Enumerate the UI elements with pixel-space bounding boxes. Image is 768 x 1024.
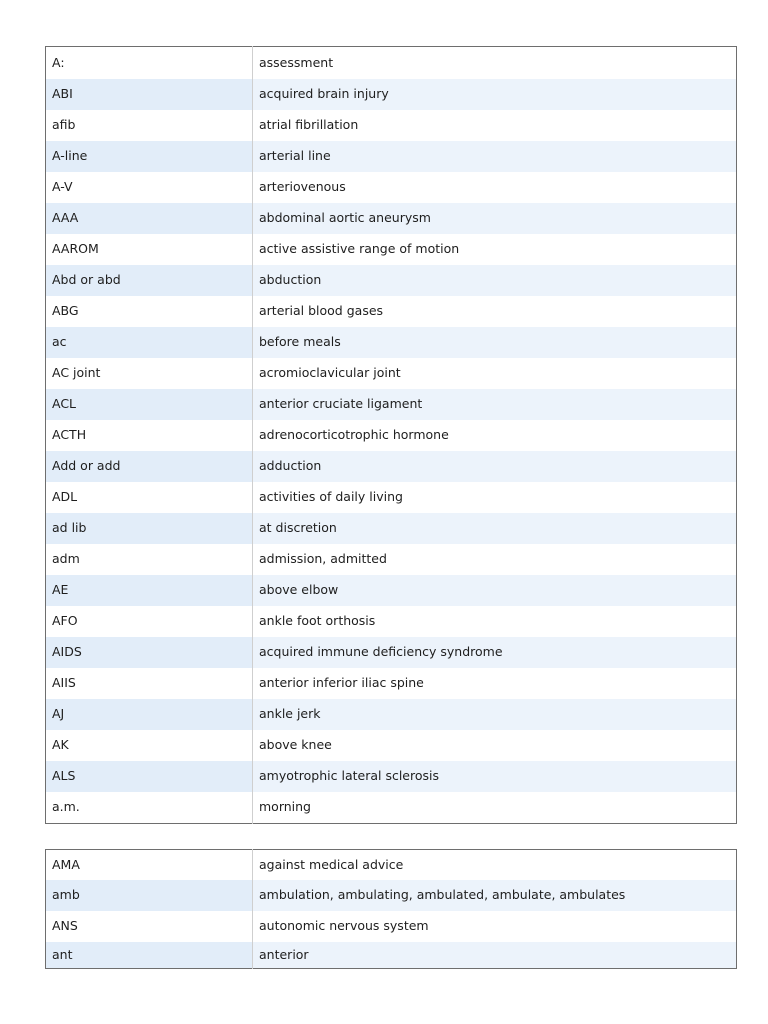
term-cell: ac	[46, 327, 253, 358]
table-row	[46, 110, 737, 141]
term-cell: ALS	[46, 761, 253, 792]
table-row	[46, 850, 737, 881]
definition-cell: above elbow	[253, 575, 737, 606]
table-row	[46, 79, 737, 110]
table-row	[46, 141, 737, 172]
definition-cell: active assistive range of motion	[259, 241, 460, 257]
term-cell: A-line	[46, 141, 253, 172]
table-row	[46, 792, 737, 824]
term-cell: ACTH	[46, 420, 253, 451]
definition-cell: arterial blood gases	[259, 303, 384, 319]
definition-cell: admission, admitted	[259, 551, 387, 567]
table-row	[46, 265, 737, 296]
term-cell: ADL	[46, 482, 253, 513]
definition-cell: against medical advice	[259, 856, 404, 872]
term-cell: AFO	[46, 606, 253, 637]
table-row	[46, 451, 737, 482]
table-row	[46, 637, 737, 668]
term-cell: ACL	[46, 389, 253, 420]
definition-cell: ankle jerk	[253, 699, 737, 730]
term-cell: ABG	[46, 296, 253, 327]
term-cell: AIIS	[46, 668, 253, 699]
definition-cell: above knee	[259, 737, 332, 753]
table-row	[46, 942, 737, 969]
table-row	[46, 575, 737, 606]
term-cell: ant	[46, 942, 253, 969]
term-cell: ad lib	[46, 513, 253, 544]
definition-cell: arterial line	[253, 141, 737, 172]
definition-cell: activities of daily living	[259, 489, 403, 505]
definition-cell: morning	[259, 799, 311, 815]
table-row	[46, 761, 737, 792]
table-row	[46, 296, 737, 327]
definition-cell: abduction	[253, 265, 737, 296]
definition-cell: ambulation, ambulating, ambulated, ambulate, ambulates	[253, 880, 737, 911]
definition-cell: at discretion	[253, 513, 737, 544]
definition-cell: acquired immune deficiency syndrome	[253, 637, 737, 668]
table-row	[46, 513, 737, 544]
table-row	[46, 606, 737, 637]
definition-cell: assessment	[259, 54, 334, 70]
term-cell: amb	[46, 880, 253, 911]
table-row	[46, 203, 737, 234]
definition-cell: anterior inferior iliac spine	[259, 675, 424, 691]
abbreviation-table-2	[45, 849, 737, 969]
definition-cell: adduction	[253, 451, 737, 482]
table-row	[46, 699, 737, 730]
term-cell: ABI	[46, 79, 253, 110]
table-row	[46, 880, 737, 911]
term-cell: Abd or abd	[46, 265, 253, 296]
term-cell: AK	[46, 730, 253, 761]
term-cell: adm	[46, 544, 253, 575]
definition-cell: atrial fibrillation	[259, 117, 359, 133]
abbreviation-table-1-body	[46, 47, 737, 824]
definition-cell: acromioclavicular joint	[259, 365, 401, 381]
definition-cell: acquired brain injury	[253, 79, 737, 110]
definition-cell: abdominal aortic aneurysm	[253, 203, 737, 234]
definition-cell: anterior	[253, 942, 737, 969]
table-row	[46, 668, 737, 699]
table-row	[46, 544, 737, 575]
table-row	[46, 47, 737, 80]
definition-cell: before meals	[253, 327, 737, 358]
term-cell: AAROM	[46, 234, 253, 265]
table-row	[46, 389, 737, 420]
abbreviation-table-2-body	[46, 850, 737, 969]
term-cell: ANS	[46, 911, 253, 942]
definition-cell: amyotrophic lateral sclerosis	[253, 761, 737, 792]
table-row	[46, 730, 737, 761]
definition-cell: adrenocorticotrophic hormone	[259, 427, 449, 443]
term-cell: a.m.	[46, 792, 253, 824]
table-row	[46, 482, 737, 513]
table-row	[46, 172, 737, 203]
term-cell: AC joint	[46, 358, 253, 389]
definition-cell: arteriovenous	[259, 179, 346, 195]
table-row	[46, 358, 737, 389]
definition-cell: ankle foot orthosis	[259, 613, 376, 629]
term-cell: A-V	[46, 172, 253, 203]
term-cell: Add or add	[46, 451, 253, 482]
term-cell: AMA	[46, 850, 253, 881]
definition-cell: autonomic nervous system	[259, 918, 429, 934]
table-row	[46, 911, 737, 942]
term-cell: AE	[46, 575, 253, 606]
term-cell: AJ	[46, 699, 253, 730]
definition-cell: anterior cruciate ligament	[253, 389, 737, 420]
term-cell: A:	[46, 47, 253, 80]
term-cell: AAA	[46, 203, 253, 234]
abbreviation-table-1	[45, 46, 737, 824]
table-row	[46, 420, 737, 451]
table-row	[46, 327, 737, 358]
term-cell: afib	[46, 110, 253, 141]
table-row	[46, 234, 737, 265]
term-cell: AIDS	[46, 637, 253, 668]
